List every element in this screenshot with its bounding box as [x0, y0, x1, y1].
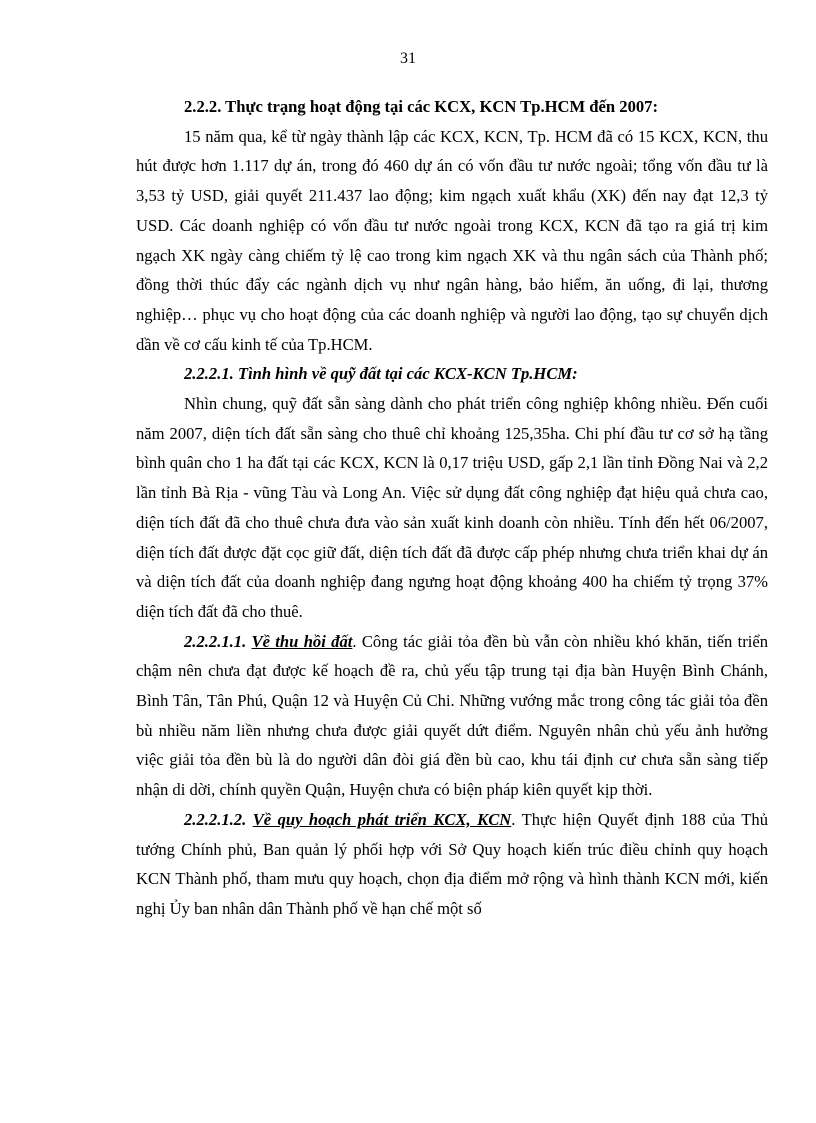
- subsection-heading: 2.2.2.1. Tình hình về quỹ đất tại các KCX-KCN Tp.HCM:: [184, 364, 578, 384]
- item-text: . Công tác giải tỏa đền bù vẫn còn nhiều khó khăn, tiến triển chậm nên chưa đạt được kế hoạch đề ra, chủ yếu tập trung tại địa bàn Huyện Bình Chánh, Bình Tân, Tân Phú, Quận 12 và Huyện Củ Chi. Những vướng mắc trong công tác giải tỏa đền bù nhiều năm liền nhưng chưa được giải quyết dứt điểm. Nguyên nhân chủ yếu ảnh hưởng việc giải tỏa đền bù là do người dân đòi giá đền bù cao, khu tái định cư chưa sẵn sàng tiếp nhận di dời, chính quyền Quận, Huyện chưa có biện pháp kiên quyết kịp thời.: [136, 631, 768, 800]
- document-body: [136, 92, 768, 924]
- paragraph-overview: 15 năm qua, kể từ ngày thành lập các KCX, KCN, Tp. HCM đã có 15 KCX, KCN, thu hút được hơn 1.117 dự án, trong đó 460 dự án có vốn đầu tư nước ngoài; tổng vốn đầu tư là 3,53 tỷ USD, giải quyết 211.437 lao động; kim ngạch xuất khẩu (XK) đến nay đạt 12,3 tỷ USD. Các doanh nghiệp có vốn đầu tư nước ngoài trong KCX, KCN đã tạo ra giá trị kim ngạch XK ngày càng chiếm tỷ lệ cao trong kim ngạch XK và thu ngân sách của Thành phố; đồng thời thúc đẩy các ngành dịch vụ như ngân hàng, bảo hiểm, ăn uống, đi lại, thương nghiệp… phục vụ cho hoạt động của các doanh nghiệp và người lao động, tạo sự chuyển dịch dần về cơ cấu kinh tế của Tp.HCM.: [136, 126, 768, 354]
- paragraph-land-fund: Nhìn chung, quỹ đất sẵn sàng dành cho phát triển công nghiệp không nhiều. Đến cuối năm 2007, diện tích đất sẵn sàng cho thuê chỉ khoảng 125,35ha. Chi phí đầu tư cơ sở hạ tầng bình quân cho 1 ha đất tại các KCX, KCN là 0,17 triệu USD, gấp 2,1 lần tỉnh Đồng Nai và 2,2 lần tỉnh Bà Rịa - vũng Tàu và Long An. Việc sử dụng đất công nghiệp đạt hiệu quả chưa cao, diện tích đất đã cho thuê chưa đưa vào sản xuất kinh doanh còn nhiều. Tính đến hết 06/2007, diện tích đất được đặt cọc giữ đất, diện tích đất đã được cấp phép nhưng chưa triển khai dự án và diện tích đất của doanh nghiệp đang ngưng hoạt động khoảng 400 ha chiếm tỷ trọng 37% diện tích đất đã cho thuê.: [136, 394, 768, 621]
- item-number: 2.2.2.1.1.: [184, 631, 247, 651]
- item-text: . Thực hiện Quyết định 188 của Thủ tướng Chính phủ, Ban quản lý phối hợp với Sở Quy hoạch kiến trúc điều chỉnh quy hoạch KCN Thành phố, tham mưu quy hoạch, chọn địa điểm mở rộng và hình thành KCN mới, kiến nghị Ủy ban nhân dân Thành phố về hạn chế một số: [136, 809, 769, 918]
- item-zone-planning: [136, 805, 768, 924]
- item-land-recovery: [136, 627, 768, 805]
- item-number: 2.2.2.1.2.: [184, 809, 247, 829]
- item-title: Về thu hồi đất: [251, 631, 353, 651]
- section-heading: 2.2.2. Thực trạng hoạt động tại các KCX, KCN Tp.HCM đến 2007:: [184, 97, 658, 116]
- item-title: Về quy hoạch phát triển KCX, KCN: [252, 809, 512, 829]
- page-number: 31: [400, 50, 416, 67]
